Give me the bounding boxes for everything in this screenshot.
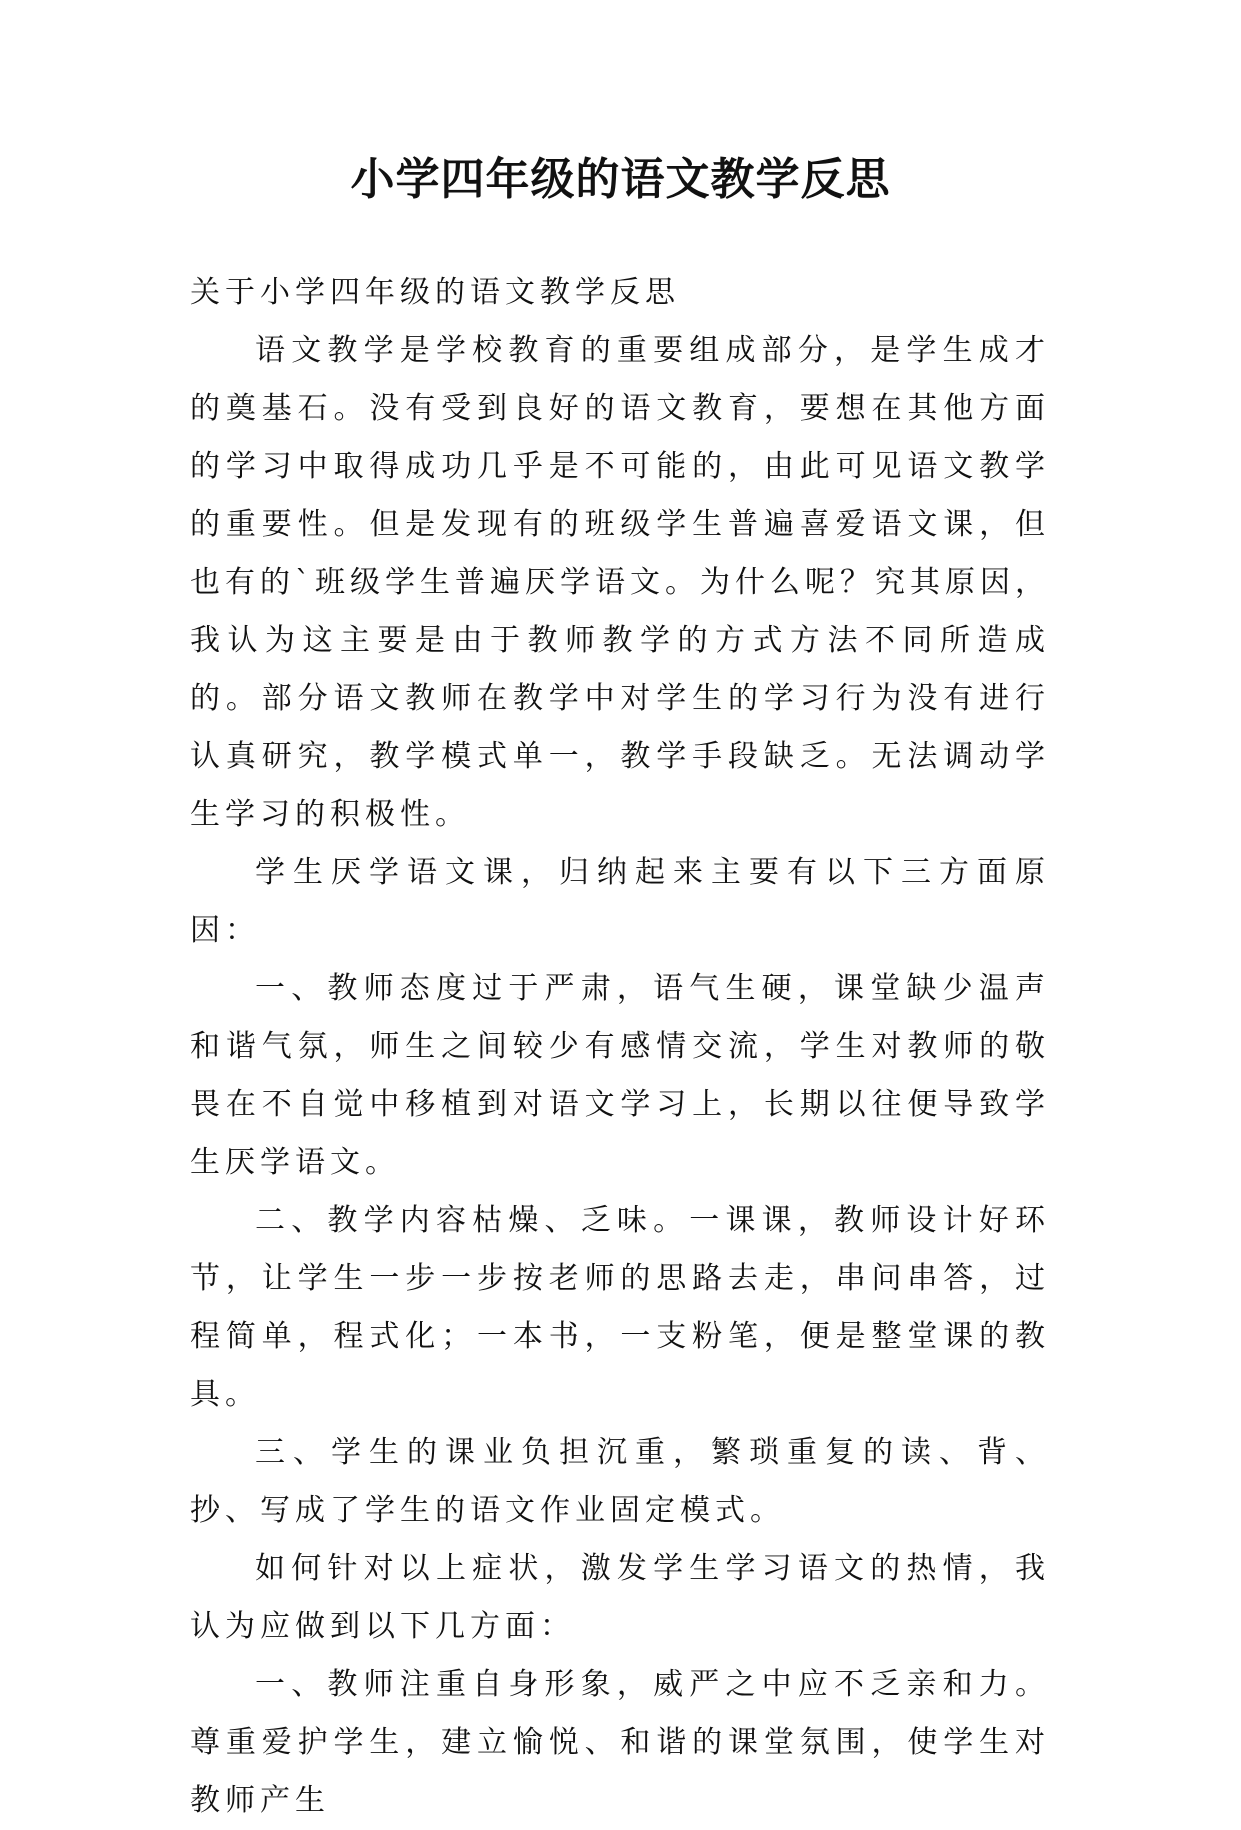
paragraph: 二、教学内容枯燥、乏味。一课课，教师设计好环节，让学生一步一步按老师的思路去走，串问串答，过程简单，程式化；一本书，一支粉笔，便是整堂课的教具。 xyxy=(190,1203,1050,1412)
document-title: 小学四年级的语文教学反思 xyxy=(350,154,891,205)
paragraph: 如何针对以上症状，激发学生学习语文的热情，我认为应做到以下几方面： xyxy=(190,1551,1050,1644)
paragraph: 一、教师注重自身形象，威严之中应不乏亲和力。尊重爱护学生，建立愉悦、和谐的课堂氛围，使学生对教师产生 xyxy=(190,1667,1050,1818)
paragraph: 学生厌学语文课，归纳起来主要有以下三方面原因： xyxy=(190,855,1050,948)
paragraph: 三、学生的课业负担沉重，繁琐重复的读、背、抄、写成了学生的语文作业固定模式。 xyxy=(190,1435,1050,1528)
paragraph: 语文教学是学校教育的重要组成部分，是学生成才的奠基石。没有受到良好的语文教育，要想在其他方面的学习中取得成功几乎是不可能的，由此可见语文教学的重要性。但是发现有的班级学生普遍喜爱语文课，但也有的`班级学生普遍厌学语文。为什么呢？究其原因，我认为这主要是由于教师教学的方式方法不同所造成的。部分语文教师在教学中对学生的学习行为没有进行认真研究，教学模式单一，教学手段缺乏。无法调动学生学习的积极性。 xyxy=(190,333,1050,832)
paragraph-heading-line: 关于小学四年级的语文教学反思 xyxy=(190,275,680,310)
paragraph: 一、教师态度过于严肃，语气生硬，课堂缺少温声和谐气氛，师生之间较少有感情交流，学生对教师的敬畏在不自觉中移植到对语文学习上，长期以往便导致学生厌学语文。 xyxy=(190,971,1050,1180)
document-body xyxy=(190,264,1050,1830)
